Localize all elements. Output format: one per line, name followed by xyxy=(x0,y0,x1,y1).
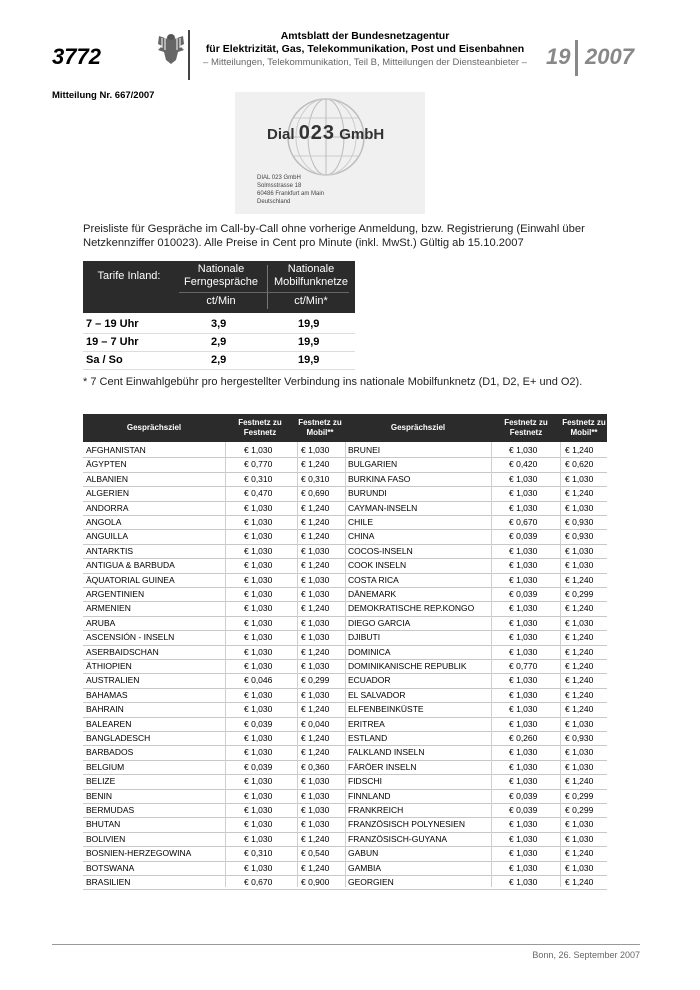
country-right: DÄNEMARK xyxy=(348,589,397,599)
festnetz-price-right: € 1,030 xyxy=(509,646,538,657)
mobil-price-left: € 1,030 xyxy=(301,776,330,787)
festnetz-price-left: € 1,030 xyxy=(244,790,273,801)
festnetz-price-left: € 0,046 xyxy=(244,675,273,686)
mobil-price-left: € 1,030 xyxy=(301,661,330,671)
festnetz-price-right: € 0,770 xyxy=(509,661,538,671)
logo-address-line: Deutschland xyxy=(257,199,291,205)
festnetz-price-right: € 1,030 xyxy=(509,761,538,772)
header-subtitle: – Mitteilungen, Telekommunikation, Teil B, Mitteilungen der Diensteanbieter – xyxy=(203,57,527,68)
mobil-price-left: € 1,240 xyxy=(301,704,330,715)
country-left: ANTIGUA & BARBUDA xyxy=(86,560,175,571)
mobil-price-left: € 1,030 xyxy=(301,574,330,585)
festnetz-price-right: € 1,030 xyxy=(509,704,538,715)
country-right: BULGARIEN xyxy=(348,459,398,470)
issue-number: 19 xyxy=(546,44,571,69)
mobil-price-right: € 0,930 xyxy=(565,531,594,542)
country-right: DOMINIKANISCHE REPUBLIK xyxy=(348,661,467,671)
country-right: COOK INSELN xyxy=(348,560,407,571)
festnetz-price-left: € 1,030 xyxy=(244,545,273,556)
festnetz-price-right: € 1,030 xyxy=(509,718,538,729)
tarif-time: Sa / So xyxy=(86,354,123,366)
tarif-row xyxy=(83,333,355,352)
country-left: ÄTHIOPIEN xyxy=(86,661,132,671)
country-right: GABUN xyxy=(348,848,379,859)
table-column-divider xyxy=(297,442,298,887)
festnetz-price-right: € 1,030 xyxy=(509,488,538,499)
mobil-price-right: € 1,030 xyxy=(565,560,594,571)
festnetz-price-right: € 1,030 xyxy=(509,877,538,887)
logo-brand-left: Dial xyxy=(267,126,295,143)
header-ziel-right: Gesprächsziel xyxy=(390,423,446,432)
mobil-price-left: € 1,240 xyxy=(301,531,330,542)
mobil-price-left: € 1,240 xyxy=(301,862,330,873)
issue-year: 2007 xyxy=(585,44,634,69)
country-left: AFGHANISTAN xyxy=(86,445,146,455)
tarif-unit-fern: ct/Min xyxy=(206,295,236,307)
festnetz-price-right: € 0,039 xyxy=(509,805,538,815)
mobil-price-right: € 0,930 xyxy=(565,733,594,743)
country-left: BHUTAN xyxy=(86,819,121,830)
country-left: ÄQUATORIAL GUINEA xyxy=(86,574,175,585)
mobil-price-left: € 0,540 xyxy=(301,848,330,859)
festnetz-price-left: € 1,030 xyxy=(244,445,273,455)
country-left: ALBANIEN xyxy=(86,473,129,484)
festnetz-price-right: € 0,260 xyxy=(509,733,538,743)
country-left: ANDORRA xyxy=(86,502,129,513)
mobil-price-left: € 1,240 xyxy=(301,733,330,743)
country-left: BENIN xyxy=(86,790,112,801)
festnetz-price-left: € 0,310 xyxy=(244,848,273,859)
tarif-header-rule xyxy=(179,292,349,293)
tarif-unit-mobil: ct/Min* xyxy=(294,295,328,307)
festnetz-price-right: € 1,030 xyxy=(509,473,538,484)
mobil-price-left: € 1,030 xyxy=(301,617,330,628)
mobil-price-left: € 1,030 xyxy=(301,589,330,599)
tarif-col-mobil: Nationale Mobilfunknetze xyxy=(274,263,348,288)
mobil-price-left: € 1,030 xyxy=(301,805,330,815)
tarif-fern-price: 2,9 xyxy=(211,336,227,348)
country-right: FIDSCHI xyxy=(348,776,382,787)
tarif-fern-price: 3,9 xyxy=(211,318,227,330)
page-number: 3772 xyxy=(52,44,101,69)
country-right: CAYMAN-INSELN xyxy=(348,502,418,513)
festnetz-price-left: € 0,039 xyxy=(244,718,273,729)
festnetz-price-right: € 1,030 xyxy=(509,747,538,758)
country-right: GAMBIA xyxy=(348,862,382,873)
festnetz-price-left: € 0,039 xyxy=(244,761,273,772)
country-left: ANTARKTIS xyxy=(86,545,134,556)
festnetz-price-left: € 1,030 xyxy=(244,589,273,599)
festnetz-price-left: € 1,030 xyxy=(244,617,273,628)
country-left: ANGUILLA xyxy=(86,531,129,542)
festnetz-price-right: € 1,030 xyxy=(509,848,538,859)
festnetz-price-left: € 1,030 xyxy=(244,560,273,571)
mobil-price-right: € 0,620 xyxy=(565,459,594,470)
tarif-mobil-price: 19,9 xyxy=(298,336,320,348)
mobil-price-right: € 1,030 xyxy=(565,862,594,873)
festnetz-price-left: € 1,030 xyxy=(244,502,273,513)
festnetz-price-left: € 1,030 xyxy=(244,689,273,700)
festnetz-price-right: € 1,030 xyxy=(509,632,538,643)
intl-table-header xyxy=(83,414,607,442)
mobil-price-left: € 0,299 xyxy=(301,675,330,686)
mobil-price-right: € 1,030 xyxy=(565,819,594,830)
country-left: ARGENTINIEN xyxy=(86,589,145,599)
mobil-price-right: € 0,299 xyxy=(565,589,594,599)
country-right: FRANKREICH xyxy=(348,805,404,815)
country-right: FRANZÖSISCH-GUYANA xyxy=(348,833,448,844)
country-right: FRANZÖSISCH POLYNESIEN xyxy=(348,819,465,830)
country-left: ASERBAIDSCHAN xyxy=(86,646,159,657)
country-left: ARUBA xyxy=(86,617,116,628)
company-logo xyxy=(235,92,425,214)
country-left: ASCENSIÓN - INSELN xyxy=(86,632,175,643)
country-right: ERITREA xyxy=(348,718,385,729)
festnetz-price-right: € 0,039 xyxy=(509,790,538,801)
tarif-mobil-price: 19,9 xyxy=(298,318,320,330)
header-block xyxy=(200,30,530,70)
country-right: FINNLAND xyxy=(348,790,391,801)
mobil-price-left: € 0,360 xyxy=(301,761,330,772)
festnetz-price-left: € 1,030 xyxy=(244,862,273,873)
mobil-price-right: € 1,240 xyxy=(565,646,594,657)
festnetz-price-left: € 1,030 xyxy=(244,661,273,671)
mobil-price-left: € 1,030 xyxy=(301,632,330,643)
festnetz-price-left: € 1,030 xyxy=(244,776,273,787)
table-column-divider xyxy=(560,442,561,887)
federal-eagle-icon xyxy=(156,30,186,66)
country-right: BURKINA FASO xyxy=(348,473,411,484)
mobil-price-left: € 1,030 xyxy=(301,689,330,700)
festnetz-price-right: € 1,030 xyxy=(509,833,538,844)
festnetz-price-right: € 1,030 xyxy=(509,560,538,571)
mitteilung-number: Mitteilung Nr. 667/2007 xyxy=(52,90,155,101)
tarif-row xyxy=(83,315,355,334)
mobil-price-right: € 1,240 xyxy=(565,689,594,700)
tarif-time: 7 – 19 Uhr xyxy=(86,318,139,330)
festnetz-price-left: € 1,030 xyxy=(244,819,273,830)
logo-address-line: DIAL 023 GmbH xyxy=(257,175,301,181)
header-title-line1: Amtsblatt der Bundesnetzagentur xyxy=(280,30,450,42)
mobil-price-right: € 0,299 xyxy=(565,805,594,815)
mobil-price-left: € 0,040 xyxy=(301,718,330,729)
country-left: BANGLADESCH xyxy=(86,733,151,743)
mobil-price-left: € 1,240 xyxy=(301,517,330,527)
mobil-price-left: € 1,240 xyxy=(301,560,330,571)
festnetz-price-right: € 1,030 xyxy=(509,502,538,513)
country-right: DIEGO GARCIA xyxy=(348,617,411,628)
country-right: BURUNDI xyxy=(348,488,387,499)
festnetz-price-left: € 1,030 xyxy=(244,646,273,657)
country-left: BAHRAIN xyxy=(86,704,124,715)
mobil-price-right: € 1,240 xyxy=(565,574,594,585)
header-mobil-right: Festnetz zu Mobil** xyxy=(562,418,606,437)
country-right: CHILE xyxy=(348,517,374,527)
country-right: DJIBUTI xyxy=(348,632,381,643)
festnetz-price-left: € 1,030 xyxy=(244,833,273,844)
mobil-price-left: € 1,030 xyxy=(301,819,330,830)
header-divider xyxy=(188,30,190,80)
festnetz-price-right: € 1,030 xyxy=(509,574,538,585)
mobil-price-right: € 1,240 xyxy=(565,445,594,455)
mobil-price-right: € 1,030 xyxy=(565,545,594,556)
intro-text: Preisliste für Gespräche im Call-by-Call ohne vorherige Anmeldung, bzw. Registrierung (Einwahl über Netzkennziffer 010023). Alle Preise in Cent pro Minute (inkl. MwSt.) Gültig ab 15.10.2007 xyxy=(83,223,585,249)
festnetz-price-left: € 1,030 xyxy=(244,704,273,715)
festnetz-price-right: € 1,030 xyxy=(509,617,538,628)
footnote: * 7 Cent Einwahlgebühr pro hergestellter Verbindung ins nationale Mobilfunknetz (D1, D2, E+ und O2). xyxy=(83,376,583,388)
mobil-price-left: € 0,310 xyxy=(301,473,330,484)
logo-brand-right: GmbH xyxy=(339,126,385,143)
country-left: ARMENIEN xyxy=(86,603,131,614)
country-left: ALGERIEN xyxy=(86,488,129,499)
country-right: DOMINICA xyxy=(348,646,391,657)
country-left: BRASILIEN xyxy=(86,877,131,887)
logo-wordmark xyxy=(267,122,384,145)
festnetz-price-left: € 1,030 xyxy=(244,632,273,643)
mobil-price-right: € 1,030 xyxy=(565,502,594,513)
mobil-price-left: € 0,900 xyxy=(301,877,330,887)
country-right: FALKLAND INSELN xyxy=(348,747,425,758)
tarif-table-header xyxy=(83,261,355,313)
country-left: BAHAMAS xyxy=(86,689,128,700)
mobil-price-right: € 1,240 xyxy=(565,632,594,643)
tarif-fern-price: 2,9 xyxy=(211,354,227,366)
mobil-price-right: € 1,240 xyxy=(565,704,594,715)
mobil-price-right: € 1,240 xyxy=(565,675,594,686)
mobil-price-left: € 1,240 xyxy=(301,747,330,758)
country-left: BOTSWANA xyxy=(86,862,135,873)
country-right: CHINA xyxy=(348,531,375,542)
festnetz-price-right: € 1,030 xyxy=(509,819,538,830)
country-left: AUSTRALIEN xyxy=(86,675,140,686)
tarif-row xyxy=(83,351,355,370)
country-right: GEORGIEN xyxy=(348,877,394,887)
festnetz-price-left: € 0,770 xyxy=(244,459,273,470)
mobil-price-left: € 1,240 xyxy=(301,646,330,657)
issue-divider xyxy=(575,40,578,76)
mobil-price-right: € 1,030 xyxy=(565,617,594,628)
tarif-label: Tarife Inland: xyxy=(97,270,161,282)
tarif-time: 19 – 7 Uhr xyxy=(86,336,139,348)
country-left: BERMUDAS xyxy=(86,805,135,815)
country-left: BARBADOS xyxy=(86,747,134,758)
mobil-price-left: € 1,030 xyxy=(301,545,330,556)
logo-address-line: Solmsstrasse 18 xyxy=(257,183,302,189)
festnetz-price-right: € 1,030 xyxy=(509,545,538,556)
festnetz-price-left: € 1,030 xyxy=(244,574,273,585)
festnetz-price-right: € 0,039 xyxy=(509,531,538,542)
country-left: ANGOLA xyxy=(86,517,122,527)
table-column-divider xyxy=(225,442,226,887)
mobil-price-left: € 1,240 xyxy=(301,833,330,844)
country-left: BOLIVIEN xyxy=(86,833,126,844)
header-ziel-left: Gesprächsziel xyxy=(126,423,182,432)
mobil-price-right: € 1,030 xyxy=(565,473,594,484)
table-column-divider xyxy=(345,442,346,887)
festnetz-price-left: € 0,470 xyxy=(244,488,273,499)
festnetz-price-right: € 1,030 xyxy=(509,862,538,873)
tarif-col-fern: Nationale Ferngespräche xyxy=(184,263,258,288)
mobil-price-right: € 1,030 xyxy=(565,747,594,758)
country-right: ECUADOR xyxy=(348,675,391,686)
header-title-line2: für Elektrizität, Gas, Telekommunikation, Post und Eisenbahnen xyxy=(205,42,525,55)
festnetz-price-left: € 0,670 xyxy=(244,877,273,887)
festnetz-price-left: € 1,030 xyxy=(244,603,273,614)
mobil-price-right: € 1,030 xyxy=(565,718,594,729)
header-mobil-left: Festnetz zu Mobil** xyxy=(298,418,342,437)
festnetz-price-right: € 0,039 xyxy=(509,589,538,599)
country-left: BOSNIEN-HERZEGOWINA xyxy=(86,848,192,859)
country-left: ÄGYPTEN xyxy=(86,459,127,470)
mobil-price-left: € 1,240 xyxy=(301,459,330,470)
festnetz-price-right: € 1,030 xyxy=(509,689,538,700)
logo-address-line: 60486 Frankfurt am Main xyxy=(257,191,325,197)
festnetz-price-right: € 1,030 xyxy=(509,603,538,614)
festnetz-price-right: € 0,670 xyxy=(509,517,538,527)
mobil-price-left: € 0,690 xyxy=(301,488,330,499)
country-left: BALEAREN xyxy=(86,718,132,729)
festnetz-price-left: € 1,030 xyxy=(244,531,273,542)
mobil-price-left: € 1,030 xyxy=(301,445,330,455)
festnetz-price-left: € 1,030 xyxy=(244,517,273,527)
mobil-price-right: € 1,030 xyxy=(565,833,594,844)
country-left: BELGIUM xyxy=(86,761,125,772)
mobil-price-right: € 1,240 xyxy=(565,488,594,499)
mobil-price-right: € 1,030 xyxy=(565,761,594,772)
country-right: COCOS-INSELN xyxy=(348,545,413,556)
header-festnetz-right: Festnetz zu Festnetz xyxy=(504,418,548,437)
festnetz-price-left: € 1,030 xyxy=(244,733,273,743)
festnetz-price-right: € 1,030 xyxy=(509,675,538,686)
country-right: DEMOKRATISCHE REP.KONGO xyxy=(348,603,475,614)
festnetz-price-left: € 1,030 xyxy=(244,747,273,758)
country-right: EL SALVADOR xyxy=(348,689,406,700)
tarif-mobil-price: 19,9 xyxy=(298,354,320,366)
festnetz-price-left: € 1,030 xyxy=(244,805,273,815)
mobil-price-left: € 1,240 xyxy=(301,502,330,513)
country-right: COSTA RICA xyxy=(348,574,399,585)
mobil-price-left: € 1,240 xyxy=(301,603,330,614)
mobil-price-right: € 1,240 xyxy=(565,661,594,671)
mobil-price-right: € 1,240 xyxy=(565,603,594,614)
country-right: ELFENBEINKÜSTE xyxy=(348,704,424,715)
country-right: BRUNEI xyxy=(348,445,381,455)
mobil-price-right: € 1,240 xyxy=(565,877,594,887)
country-right: FÄRÖER INSELN xyxy=(348,761,417,772)
logo-brand-number: 023 xyxy=(298,122,336,144)
festnetz-price-right: € 1,030 xyxy=(509,445,538,455)
country-left: BELIZE xyxy=(86,776,116,787)
festnetz-price-right: € 1,030 xyxy=(509,776,538,787)
footer-date: Bonn, 26. September 2007 xyxy=(532,950,640,960)
footer-rule xyxy=(52,944,640,945)
festnetz-price-left: € 0,310 xyxy=(244,473,273,484)
mobil-price-left: € 1,030 xyxy=(301,790,330,801)
logo-address xyxy=(257,174,324,206)
festnetz-price-right: € 0,420 xyxy=(509,459,538,470)
mobil-price-right: € 1,240 xyxy=(565,776,594,787)
mobil-price-right: € 0,930 xyxy=(565,517,594,527)
country-right: ESTLAND xyxy=(348,733,388,743)
mobil-price-right: € 0,299 xyxy=(565,790,594,801)
mobil-price-right: € 1,240 xyxy=(565,848,594,859)
header-festnetz-left: Festnetz zu Festnetz xyxy=(238,418,282,437)
table-column-divider xyxy=(491,442,492,887)
